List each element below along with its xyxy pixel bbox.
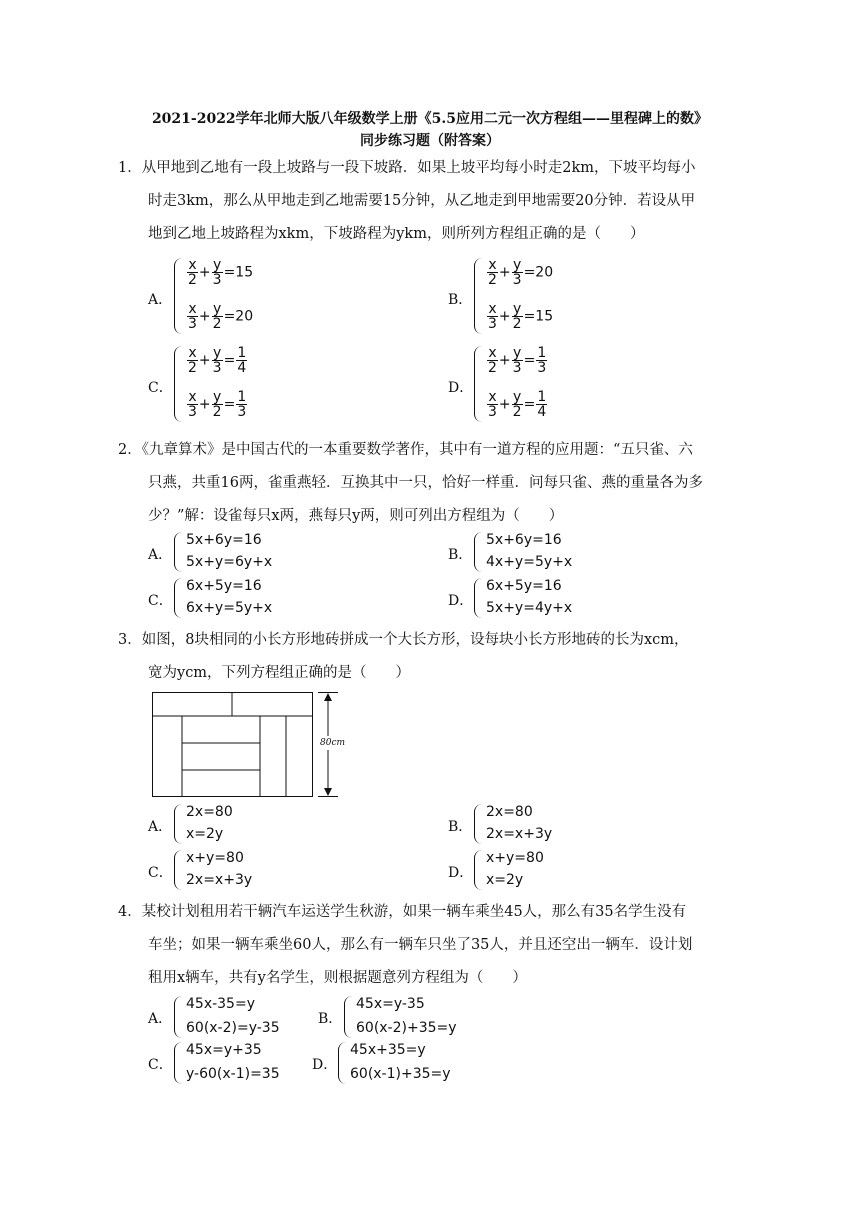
question-2	[118, 434, 738, 533]
equation-system	[338, 1040, 478, 1086]
equation-2: y-60(x-1)=35	[186, 1066, 280, 1082]
q3-option-b[interactable]	[448, 802, 738, 846]
equation-1: 6x+5y=16	[486, 578, 562, 594]
option-label: A．	[148, 1011, 173, 1027]
equation-2: 60(x-2)+35=y	[356, 1020, 457, 1036]
q2-option-b[interactable]	[448, 530, 738, 574]
question-text-line: 《九章算术》是中国古代的一本重要数学著作，其中有一道方程的应用题：“五只雀、六	[141, 442, 693, 458]
q3-option-c[interactable]	[148, 848, 438, 892]
brace	[474, 850, 483, 890]
equation-2: 4x+y=5y+x	[486, 554, 573, 570]
equation-system	[174, 994, 314, 1040]
equation-2: 6x+y=5y+x	[186, 600, 273, 616]
question-3	[118, 624, 738, 690]
equation-system	[174, 1040, 314, 1086]
equation-2: $\frac{x}{3}$ + $\frac{y}{2}$ = $\frac{1}{4}$	[488, 389, 547, 420]
question-4	[118, 896, 738, 995]
document-title: 2021-2022学年北师大版八年级数学上册《5.5应用二元一次方程组——里程碑上的数》	[151, 111, 709, 127]
equation-2: $\frac{x}{3}$ + $\frac{y}{2}$ =20	[188, 301, 254, 332]
option-label: D．	[448, 865, 474, 881]
equation-1: 2x=80	[486, 804, 533, 820]
question-1	[118, 152, 738, 251]
q1-option-b[interactable]	[448, 256, 748, 338]
q3-option-a[interactable]	[148, 802, 438, 846]
equation-system	[174, 802, 414, 846]
brace	[474, 258, 483, 334]
equation-system	[474, 530, 714, 574]
question-number: 1．	[118, 160, 142, 176]
option-label: C．	[148, 593, 173, 609]
equation-1: $\frac{x}{2}$ + $\frac{y}{3}$ = $\frac{1}{3}$	[488, 345, 547, 376]
question-number: 2．	[118, 442, 142, 458]
tile-figure	[152, 692, 362, 804]
brace	[174, 1042, 183, 1084]
q4-option-b[interactable]	[318, 994, 488, 1040]
option-label: A．	[148, 292, 173, 308]
question-text-line: 地到乙地上坡路程为xkm，下坡路程为ykm，则所列方程组正确的是（ ）	[148, 226, 645, 242]
question-text-line: 租用x辆车，共有y名学生，则根据题意列方程组为（ ）	[148, 970, 527, 986]
equation-2: 2x=x+3y	[486, 826, 553, 842]
question-text-line: 宽为ycm，下列方程组正确的是（ ）	[148, 665, 411, 681]
option-label: D．	[448, 593, 474, 609]
question-text-line: 时走3km，那么从甲地走到乙地需要15分钟，从乙地走到甲地需要20分钟．若设从甲	[148, 193, 696, 209]
equation-2: 60(x-2)=y-35	[186, 1020, 280, 1036]
brace	[474, 346, 483, 422]
equation-1: 5x+6y=16	[186, 532, 262, 548]
option-label: B．	[448, 292, 473, 308]
option-label: A．	[148, 819, 173, 835]
equation-1: $\frac{x}{2}$ + $\frac{y}{3}$ =20	[488, 257, 554, 288]
document-subtitle: 同步练习题（附答案）	[360, 133, 500, 149]
equation-1: 5x+6y=16	[486, 532, 562, 548]
equation-1: $\frac{x}{2}$ + $\frac{y}{3}$ = $\frac{1}{4}$	[188, 345, 247, 376]
option-label: C．	[148, 380, 173, 396]
equation-2: x=2y	[486, 872, 524, 888]
q1-option-a[interactable]	[148, 256, 448, 338]
question-text-line: 只燕，共重16两，雀重燕轻．互换其中一只，恰好一样重．问每只雀、燕的重量各为多	[148, 475, 703, 491]
equation-system	[474, 576, 714, 620]
equation-2: 5x+y=4y+x	[486, 600, 573, 616]
question-text-line: 如图，8块相同的小长方形地砖拼成一个大长方形，设每块小长方形地砖的长为xcm，	[141, 632, 689, 648]
brace	[474, 578, 483, 618]
brace	[474, 804, 483, 844]
equation-1: 45x=y+35	[186, 1042, 262, 1058]
brace	[174, 578, 183, 618]
option-label: D．	[312, 1057, 338, 1073]
q1-option-c[interactable]	[148, 344, 448, 426]
brace	[174, 258, 183, 334]
question-text-line: 从甲地到乙地有一段上坡路与一段下坡路．如果上坡平均每小时走2km，下坡平均每小	[141, 160, 696, 176]
equation-system	[174, 530, 414, 574]
equation-system	[174, 576, 414, 620]
equation-system	[474, 802, 714, 846]
option-label: C．	[148, 1057, 173, 1073]
brace	[174, 532, 183, 572]
question-text-line: 某校计划租用若干辆汽车运送学生秋游，如果一辆车乘坐45人，那么有35名学生没有	[141, 904, 687, 920]
equation-1: $\frac{x}{2}$ + $\frac{y}{3}$ =15	[188, 257, 254, 288]
equation-1: x+y=80	[486, 850, 544, 866]
q4-option-d[interactable]	[312, 1040, 482, 1086]
q4-option-c[interactable]	[148, 1040, 318, 1086]
brace	[344, 996, 353, 1038]
question-number: 4．	[118, 904, 142, 920]
equation-system	[474, 848, 714, 892]
equation-1: 45x-35=y	[186, 996, 255, 1012]
equation-2: 60(x-1)+35=y	[350, 1066, 451, 1082]
equation-1: 45x=y-35	[356, 996, 425, 1012]
equation-1: 2x=80	[186, 804, 233, 820]
equation-2: 2x=x+3y	[186, 872, 253, 888]
question-text-line: 少？”解：设雀每只x两，燕每只y两，则可列出方程组为（ ）	[148, 508, 564, 524]
question-text-line: 车坐；如果一辆车乘坐60人，那么有一辆车只坐了35人，并且还空出一辆车．设计划	[148, 937, 693, 953]
equation-system	[474, 344, 734, 426]
q2-option-a[interactable]	[148, 530, 438, 574]
equation-system	[174, 256, 434, 338]
option-label: B．	[448, 547, 473, 563]
brace	[174, 850, 183, 890]
option-label: D．	[448, 380, 474, 396]
equation-system	[174, 344, 434, 426]
q1-option-d[interactable]	[448, 344, 748, 426]
option-label: C．	[148, 865, 173, 881]
brace	[474, 532, 483, 572]
option-label: B．	[318, 1011, 343, 1027]
q2-option-c[interactable]	[148, 576, 438, 620]
option-label: A．	[148, 547, 173, 563]
brace	[338, 1042, 347, 1084]
q2-option-d[interactable]	[448, 576, 738, 620]
equation-2: 5x+y=6y+x	[186, 554, 273, 570]
equation-system	[344, 994, 484, 1040]
equation-system	[474, 256, 734, 338]
question-number: 3．	[118, 632, 142, 648]
equation-2: $\frac{x}{3}$ + $\frac{y}{2}$ = $\frac{1}{3}$	[188, 389, 247, 420]
equation-system	[174, 848, 414, 892]
option-label: B．	[448, 819, 473, 835]
q3-option-d[interactable]	[448, 848, 738, 892]
equation-1: 45x+35=y	[350, 1042, 426, 1058]
brace	[174, 346, 183, 422]
q4-option-a[interactable]	[148, 994, 318, 1040]
dimension-label: 80cm	[320, 738, 346, 748]
equation-1: x+y=80	[186, 850, 244, 866]
equation-2: $\frac{x}{3}$ + $\frac{y}{2}$ =15	[488, 301, 554, 332]
equation-2: x=2y	[186, 826, 224, 842]
brace	[174, 804, 183, 844]
equation-1: 6x+5y=16	[186, 578, 262, 594]
brace	[174, 996, 183, 1038]
